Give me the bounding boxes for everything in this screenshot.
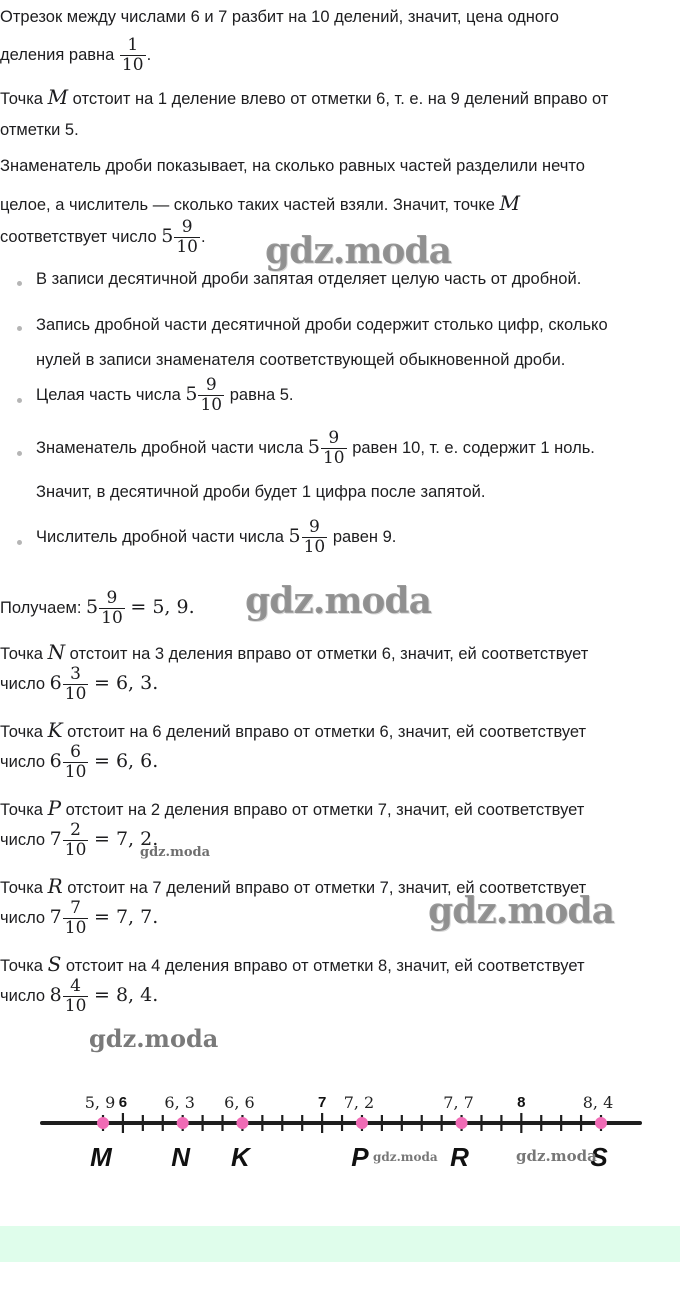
fraction: $\frac{9}{10}$ (200, 375, 223, 415)
paragraph-line: целое, а числитель — сколько таких частей взяли. Значит, точке M (0, 191, 520, 215)
point-letter: S (590, 1142, 608, 1172)
fraction: $\frac{1}{10}$ (121, 35, 144, 75)
bullet-dot (17, 326, 22, 331)
point-value-line: число 7 $\frac{7}{10}$ = 7, 7. (0, 898, 159, 938)
bullet-dot (17, 451, 22, 456)
point-line: Точка P отстоит на 2 деления вправо от отметки 7, значит, ей соответствует (0, 796, 585, 820)
point-letter: K (231, 1142, 250, 1172)
watermark-logo: gdz.moda (516, 1147, 597, 1165)
math-var: M (47, 85, 69, 109)
point-line: Точка S отстоит на 4 деления вправо от отметки 8, значит, ей соответствует (0, 952, 585, 976)
point-value-line: число 7 $\frac{2}{10}$ = 7, 2. (0, 820, 159, 860)
point-marker (236, 1117, 248, 1129)
point-value-line: число 6 $\frac{6}{10}$ = 6, 6. (0, 742, 159, 782)
point-value-label: 6, 3 (164, 1093, 195, 1112)
point-letter: P (351, 1142, 369, 1172)
point-value-label: 7, 2 (343, 1093, 375, 1112)
footer-band (0, 1226, 680, 1262)
bullet-dot (17, 281, 22, 286)
point-marker (595, 1117, 607, 1129)
major-label: 7 (317, 1094, 327, 1111)
point-marker (97, 1117, 109, 1129)
paragraph-line: Знаменатель дроби показывает, на сколько равных частей разделили нечто (0, 157, 585, 175)
point-marker (456, 1117, 468, 1129)
watermark-logo: gdz.moda (245, 580, 431, 622)
fraction: $\frac{3}{10}$ (64, 664, 87, 704)
point-value-line: число 8 $\frac{4}{10}$ = 8, 4. (0, 976, 159, 1016)
bullet-dot (17, 398, 22, 403)
paragraph-line (0, 8, 559, 27)
point-line: Точка R отстоит на 7 делений вправо от отметки 7, значит, ей соответствует (0, 874, 587, 898)
fraction: $\frac{2}{10}$ (64, 820, 87, 860)
major-label: 6 (118, 1094, 128, 1111)
paragraph-line: отметки 5. (0, 121, 79, 139)
point-letter: R (450, 1142, 469, 1172)
fraction: $\frac{9}{10}$ (101, 588, 123, 628)
bullet-item: Знаменатель дробной части числа 5 $\frac{9}{10}$ равен 10, т. е. содержит 1 ноль. (36, 428, 595, 468)
watermark-logo: gdz.moda (373, 1150, 438, 1164)
point-marker (177, 1117, 189, 1129)
watermark-logo: gdz.moda (265, 230, 451, 272)
point-line: Точка K отстоит на 6 делений вправо от отметки 6, значит, ей соответствует (0, 718, 587, 742)
fraction: $\frac{9}{10}$ (322, 428, 345, 468)
watermark-logo: gdz.moda (140, 845, 211, 860)
point-value-label: 8, 4 (582, 1093, 614, 1112)
point-value-label: 5, 9 (84, 1093, 116, 1112)
bullet-item: Числитель дробной части числа 5 $\frac{9}{10}$ равен 9. (36, 517, 397, 557)
bullet-item: Запись дробной части десятичной дроби содержит столько цифр, сколько (36, 316, 608, 334)
text: Отрезок между числами 6 и 7 разбит на 10 делений, значит, цена одного (0, 8, 559, 26)
point-value-line: число 6 $\frac{3}{10}$ = 6, 3. (0, 664, 159, 704)
point-marker (356, 1117, 368, 1129)
point-letter: N (171, 1142, 191, 1172)
paragraph-line: Точка M отстоит на 1 деление влево от отметки 6, т. е. на 9 делений вправо от (0, 85, 609, 109)
paragraph-line: деления равна $\frac{1}{10}$ . (0, 35, 152, 75)
fraction: $\frac{4}{10}$ (64, 976, 87, 1016)
number-line (0, 1085, 680, 1175)
text: деления равна (0, 45, 115, 64)
watermark-logo: gdz.moda (89, 1024, 219, 1053)
fraction: $\frac{9}{10}$ (303, 517, 326, 557)
bullet-item: нулей в записи знаменателя соответствующей обыкновенной дроби. (36, 351, 566, 369)
point-value-label: 6, 6 (224, 1093, 255, 1112)
point-line: Точка N отстоит на 3 деления вправо от отметки 6, значит, ей соответствует (0, 640, 589, 664)
fraction: $\frac{9}{10}$ (176, 217, 198, 257)
math-var: M (499, 191, 520, 215)
bullet-item: Значит, в десятичной дроби будет 1 цифра после запятой. (36, 483, 486, 501)
point-value-label: 7, 7 (443, 1093, 474, 1112)
paragraph-line: соответствует число 5 $\frac{9}{10}$ . (0, 217, 206, 257)
bullet-dot (17, 540, 22, 545)
bullet-item: В записи десятичной дроби запятая отделяет целую часть от дробной. (36, 270, 582, 288)
fraction: $\frac{6}{10}$ (64, 742, 87, 782)
watermark-logo: gdz.moda (428, 890, 614, 932)
bullet-item: Целая часть числа 5 $\frac{9}{10}$ равна 5. (36, 375, 294, 415)
major-label: 8 (517, 1094, 526, 1111)
fraction: $\frac{7}{10}$ (64, 898, 87, 938)
point-letter: M (90, 1142, 112, 1172)
result-line: Получаем: 5 $\frac{9}{10}$ = 5, 9. (0, 588, 195, 628)
